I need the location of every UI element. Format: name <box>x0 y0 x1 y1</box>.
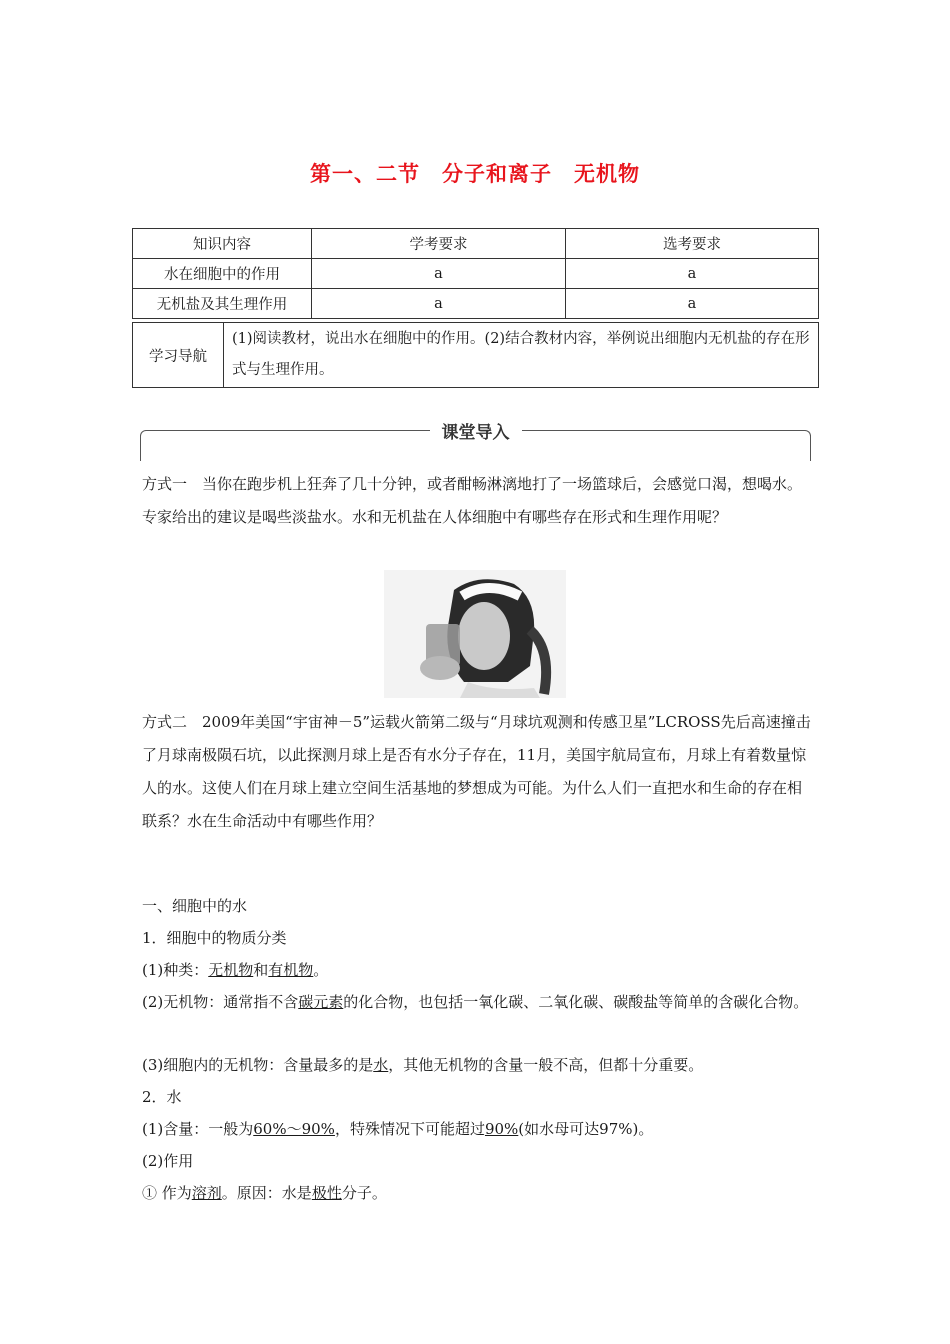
answer-solvent: 溶剂 <box>191 1184 222 1202</box>
table-cell: a <box>566 259 819 289</box>
intro-method-2: 方式二 2009年美国“宇宙神－5”运载火箭第二级与“月球坑观测和传感卫星”LCROSS先后高速撞击了月球南极陨石坑，以此探测月球上是否有水分子存在，11月，美国宇航局宣布，月球上有着数量惊人的水。这使人们在月球上建立空间生活基地的梦想成为可能。为什么人们一直把水和生命的存在相联系？水在生命活动中有哪些作用？ <box>142 713 811 830</box>
answer-max: 90% <box>484 1120 519 1138</box>
section-heading: 一、细胞中的水 <box>142 897 248 915</box>
page-title: 第一、二节 分子和离子 无机物 <box>310 162 640 186</box>
answer-range: 60%～90% <box>253 1120 335 1138</box>
requirements-table <box>132 228 819 319</box>
paragraph-content: (1)含量：一般为60%～90%，特殊情况下可能超过90%(如水母可达97%)。 <box>142 1120 654 1138</box>
answer-polar: 极性 <box>311 1184 342 1202</box>
answer-carbon: 碳元素 <box>298 993 344 1011</box>
table-row <box>133 323 819 388</box>
table-row <box>133 289 819 319</box>
header-cell: 选考要求 <box>566 229 819 259</box>
header-cell: 知识内容 <box>133 229 312 259</box>
answer-organic: 有机物 <box>268 961 314 979</box>
table-cell: a <box>312 289 566 319</box>
guide-table <box>132 322 819 388</box>
guide-text: (1)阅读教材，说出水在细胞中的作用。(2)结合教材内容，举例说出细胞内无机盐的存在形式与生理作用。 <box>224 323 819 388</box>
table-cell: 水在细胞中的作用 <box>133 259 312 289</box>
table-cell: a <box>312 259 566 289</box>
drinking-woman-image <box>384 570 566 698</box>
intro-method-1: 方式一 当你在跑步机上狂奔了几十分钟，或者酣畅淋漓地打了一场篮球后，会感觉口渴，想喝水。专家给出的建议是喝些淡盐水。水和无机盐在人体细胞中有哪些存在形式和生理作用呢？ <box>142 475 803 526</box>
answer-inorganic: 无机物 <box>208 961 254 979</box>
header-cell: 学考要求 <box>312 229 566 259</box>
guide-label: 学习导航 <box>133 323 224 388</box>
banner-label: 课堂导入 <box>430 423 522 443</box>
table-row <box>133 259 819 289</box>
item-2-heading: 2．水 <box>142 1088 182 1106</box>
item-1-heading: 1．细胞中的物质分类 <box>142 929 287 947</box>
section-banner <box>140 416 811 462</box>
paragraph-function: (2)作用 <box>142 1152 194 1170</box>
table-cell: a <box>566 289 819 319</box>
paragraph-inorganic: (2)无机物：通常指不含碳元素的化合物，也包括一氧化碳、二氧化碳、碳酸盐等简单的含碳化合物。 <box>142 993 809 1011</box>
paragraph-types: (1)种类：无机物和有机物。 <box>142 961 329 979</box>
table-cell: 无机盐及其生理作用 <box>133 289 312 319</box>
paragraph-solvent: ① 作为溶剂。原因：水是极性分子。 <box>142 1184 387 1202</box>
table-header-row <box>133 229 819 259</box>
paragraph-cell-inorganic: (3)细胞内的无机物：含量最多的是水，其他无机物的含量一般不高，但都十分重要。 <box>142 1056 704 1074</box>
answer-water: 水 <box>373 1056 389 1074</box>
